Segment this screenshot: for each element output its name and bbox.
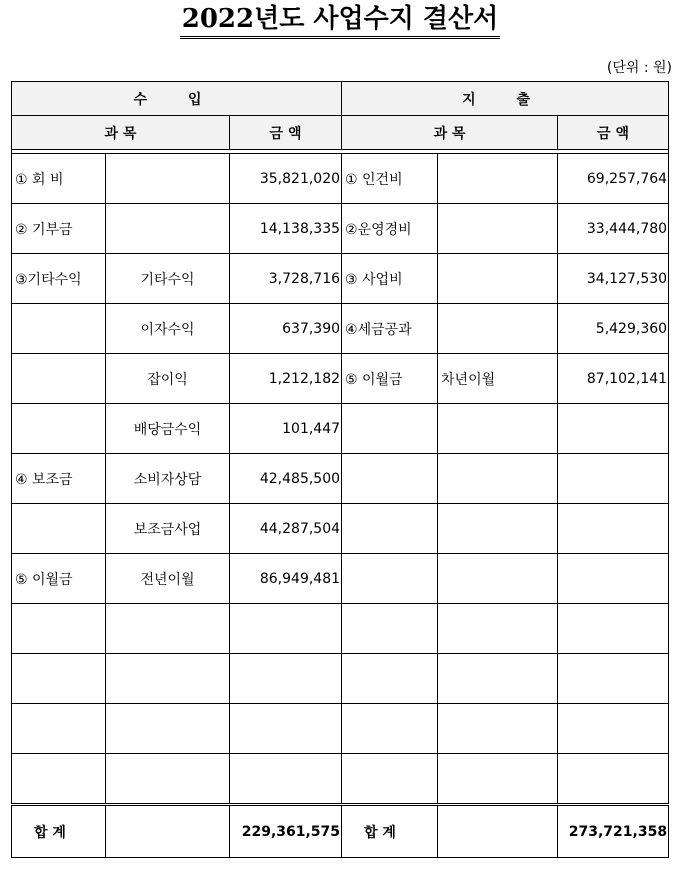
table-row — [12, 204, 669, 254]
cell-i-cat — [12, 654, 106, 704]
table-row — [12, 754, 669, 805]
income-header: 수 입 — [12, 82, 342, 116]
cell-i-sub: 이자수익 — [106, 304, 230, 354]
cell-e-sub — [438, 654, 558, 704]
cell-e-amt — [558, 754, 669, 805]
income-total-label: 합 계 — [12, 805, 106, 858]
cell-i-amt — [230, 654, 342, 704]
cell-i-sub — [106, 204, 230, 254]
cell-e-cat: ④세금공과 — [342, 304, 438, 354]
cell-e-amt: 87,102,141 — [558, 354, 669, 404]
table-row — [12, 354, 669, 404]
expense-total-label: 합 계 — [342, 805, 438, 858]
table-row — [12, 454, 669, 504]
expense-subject-header: 과 목 — [342, 116, 558, 150]
cell-i-cat — [12, 754, 106, 805]
cell-i-amt: 3,728,716 — [230, 254, 342, 304]
cell-e-cat — [342, 654, 438, 704]
table-row — [12, 654, 669, 704]
cell-e-cat: ②운영경비 — [342, 204, 438, 254]
cell-e-cat — [342, 404, 438, 454]
cell-i-sub — [106, 754, 230, 805]
cell-i-amt: 42,485,500 — [230, 454, 342, 504]
income-amount-header: 금 액 — [230, 116, 342, 150]
cell-i-cat — [12, 354, 106, 404]
cell-i-amt: 1,212,182 — [230, 354, 342, 404]
income-total-spacer — [106, 805, 230, 858]
table-row — [12, 704, 669, 754]
cell-e-amt: 33,444,780 — [558, 204, 669, 254]
document-title — [0, 2, 680, 39]
cell-i-sub — [106, 154, 230, 204]
cell-e-cat — [342, 754, 438, 805]
cell-e-amt — [558, 504, 669, 554]
cell-i-sub: 보조금사업 — [106, 504, 230, 554]
cell-e-sub — [438, 404, 558, 454]
cell-e-cat — [342, 504, 438, 554]
cell-i-amt — [230, 754, 342, 805]
cell-i-cat — [12, 704, 106, 754]
cell-i-sub: 잡이익 — [106, 354, 230, 404]
cell-i-amt: 101,447 — [230, 404, 342, 454]
cell-e-sub — [438, 154, 558, 204]
settlement-table — [11, 81, 669, 858]
cell-i-amt: 35,821,020 — [230, 154, 342, 204]
cell-e-amt — [558, 704, 669, 754]
cell-i-cat — [12, 604, 106, 654]
cell-e-amt: 34,127,530 — [558, 254, 669, 304]
cell-e-sub — [438, 504, 558, 554]
cell-e-amt — [558, 604, 669, 654]
income-total-amount: 229,361,575 — [230, 805, 342, 858]
cell-i-sub: 전년이월 — [106, 554, 230, 604]
cell-i-amt: 14,138,335 — [230, 204, 342, 254]
cell-i-sub: 배당금수익 — [106, 404, 230, 454]
cell-e-cat: ③ 사업비 — [342, 254, 438, 304]
table-row — [12, 504, 669, 554]
table-row — [12, 604, 669, 654]
cell-i-sub — [106, 654, 230, 704]
cell-e-cat — [342, 554, 438, 604]
cell-e-sub — [438, 704, 558, 754]
cell-e-sub: 차년이월 — [438, 354, 558, 404]
cell-e-cat: ⑤ 이월금 — [342, 354, 438, 404]
cell-e-cat — [342, 704, 438, 754]
cell-e-sub — [438, 454, 558, 504]
cell-i-cat: ③기타수익 — [12, 254, 106, 304]
cell-i-cat: ⑤ 이월금 — [12, 554, 106, 604]
cell-e-amt — [558, 554, 669, 604]
unit-note: (단위 : 원) — [606, 60, 672, 76]
table-row — [12, 254, 669, 304]
cell-i-amt: 86,949,481 — [230, 554, 342, 604]
cell-i-sub — [106, 604, 230, 654]
cell-e-amt — [558, 404, 669, 454]
cell-i-amt: 44,287,504 — [230, 504, 342, 554]
total-row — [12, 805, 669, 858]
cell-i-cat — [12, 504, 106, 554]
cell-i-cat: ① 회 비 — [12, 154, 106, 204]
cell-e-cat — [342, 604, 438, 654]
cell-e-sub — [438, 604, 558, 654]
cell-e-amt: 69,257,764 — [558, 154, 669, 204]
cell-e-sub — [438, 304, 558, 354]
cell-i-cat — [12, 304, 106, 354]
table-row — [12, 404, 669, 454]
expense-total-spacer — [438, 805, 558, 858]
cell-i-cat: ④ 보조금 — [12, 454, 106, 504]
cell-e-sub — [438, 204, 558, 254]
cell-i-sub: 기타수익 — [106, 254, 230, 304]
cell-e-amt: 5,429,360 — [558, 304, 669, 354]
table-row — [12, 304, 669, 354]
expense-amount-header: 금 액 — [558, 116, 669, 150]
cell-e-amt — [558, 454, 669, 504]
cell-i-amt: 637,390 — [230, 304, 342, 354]
cell-i-sub — [106, 704, 230, 754]
cell-e-amt — [558, 654, 669, 704]
table-row — [12, 154, 669, 204]
cell-e-sub — [438, 554, 558, 604]
table-row — [12, 554, 669, 604]
cell-e-sub — [438, 754, 558, 805]
cell-i-amt — [230, 704, 342, 754]
expense-total-amount: 273,721,358 — [558, 805, 669, 858]
title-text: 2022년도 사업수지 결산서 — [180, 2, 501, 39]
expense-header: 지 출 — [342, 82, 669, 116]
income-subject-header: 과 목 — [12, 116, 230, 150]
cell-e-cat: ① 인건비 — [342, 154, 438, 204]
cell-i-sub: 소비자상담 — [106, 454, 230, 504]
cell-i-amt — [230, 604, 342, 654]
cell-e-sub — [438, 254, 558, 304]
cell-i-cat — [12, 404, 106, 454]
cell-i-cat: ② 기부금 — [12, 204, 106, 254]
cell-e-cat — [342, 454, 438, 504]
